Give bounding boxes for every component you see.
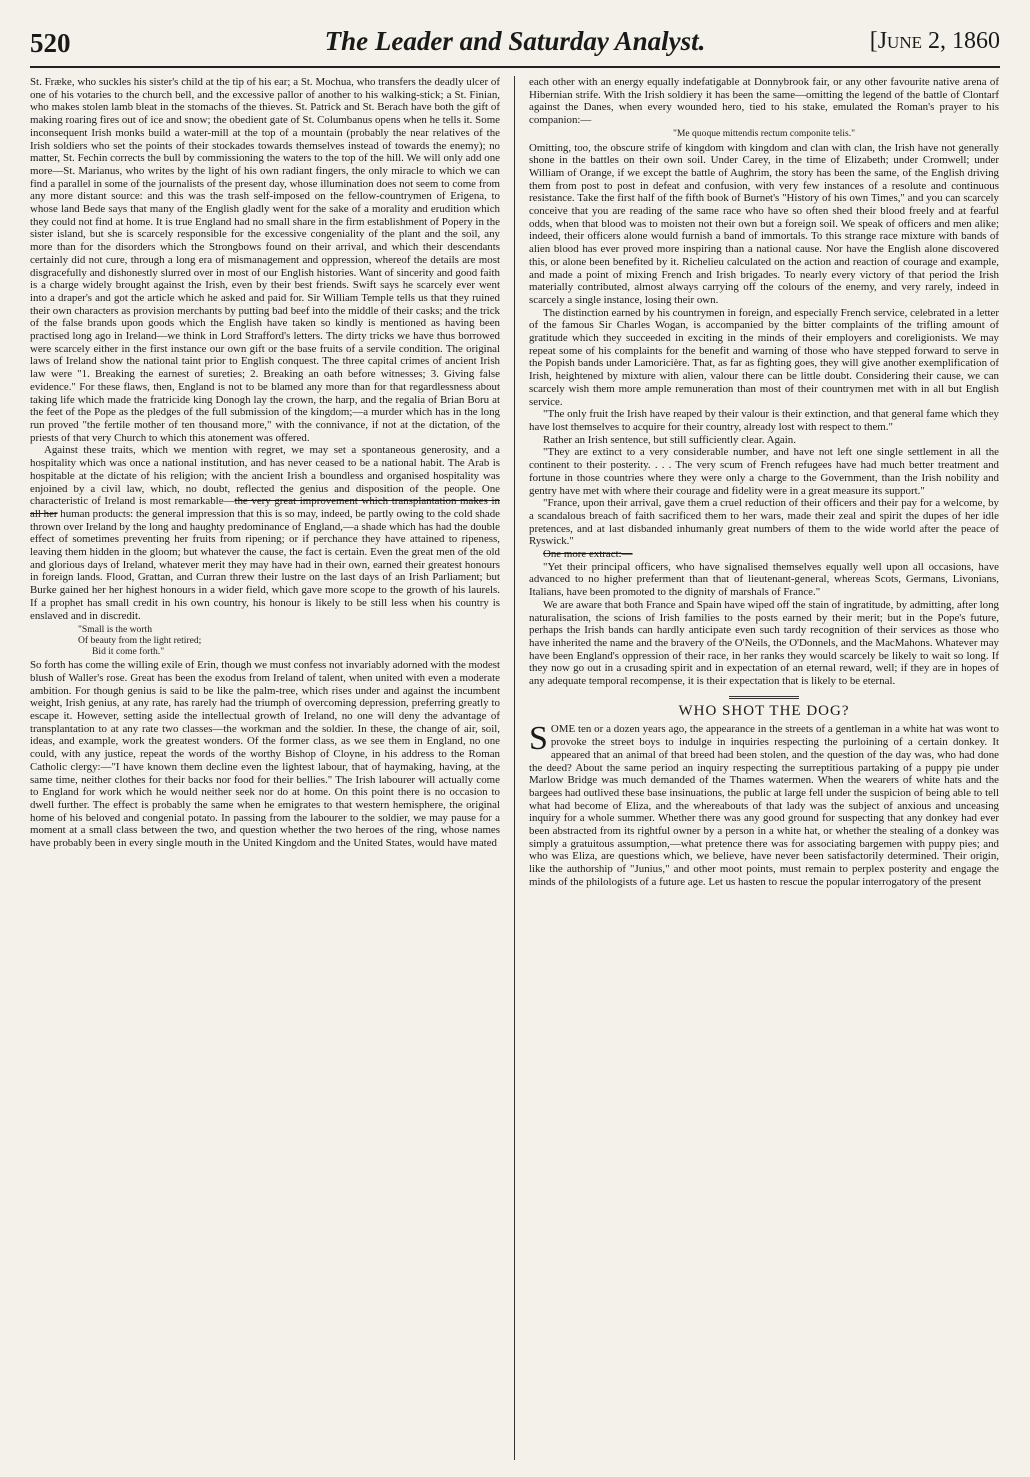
- left-column: [30, 76, 514, 1460]
- publication-title: The Leader and Saturday Analyst.: [324, 26, 706, 56]
- right-paragraph-9: "Yet their principal officers, who have signalised themselves equally well upon all occasions, have advanced to no higher preferment than that of lieutenant-general, whereas Scots, Germans, Livonians, Italians, have been promoted to the dignity of marshals of France.": [529, 560, 999, 599]
- page-number: 520: [30, 28, 71, 58]
- drop-cap-letter: S: [529, 720, 548, 758]
- poem-line-1: "Small is the worth: [78, 624, 153, 636]
- article-paragraph-1: [529, 720, 999, 888]
- left-paragraph-3: So forth has come the willing exile of Erin, though we must confess not invariably adorned with the modest blush of Waller's rose. Great has been the exodus from Ireland of talent, when united with even a moderate ambition. For though genius is said to be like the palm-tree, which rises under and against the incumbent weight, Irish genius, at any rate, has rarely had the triumph of overcoming depression, preferring greatly to escape it. However, setting aside the intellectual growth of Ireland, no one will deny the advantage of transplantation to at any rate two classes—the workman and the soldier. In these, the change of air, soil, ideas, and example, work the greatest wonders. Of the former class, as we see them in England, no one could, with any justice, repeat the words of the worthy Bishop of Cloyne, in his address to the Roman Catholic clergy:—"I have known them decline even the lightest labour, that of haymaking, having, at the same time, neither clothes for their backs nor food for their bellies." The Irish labourer will actually come to England for work which he would neither seek nor do at home. On this point there is no occasion to dwell further. The effect is probably the same when he emigrates to that western hemisphere, the original home of his beloved and congenial potato. In passing from the labourer to the soldier, we may pause for a moment at a small class between the two, and question whether the two heroes of the ring, whose names have probably been in every single mouth in the United Kingdom and the United States, would have mated: [30, 659, 500, 850]
- right-paragraph-8: One more extract:—: [543, 548, 633, 561]
- left-paragraph-2-rest: human products: the general impression that this is so may, indeed, be partly owing to the cold shade thrown over Ireland by the long and haughty predominance of England,—a shade which has had the double effect of sometimes preventing her fruits from ripening; or if perchance they have attained to ripeness, leaving them hidden in the gloom; but whatever the cause, the fact is certain. Even the great men of the old and glorious days of Ireland, whatever merit they may have had in their own, earned their greatest honours in foreign lands. Flood, Grattan, and Curran threw their lustre on the last days of an Irish Parliament; but Burke gained her her highest honours in a wider field, which gave more scope to the growth of his laurels. If a prophet has small credit in his own country, his honour is likely to be still less when his country is enslaved and in discredit.: [30, 507, 501, 622]
- right-paragraph-6: "They are extinct to a very considerable number, and have not left one single settlement in all the continent to their posterity. . . . The very scum of French refugees have had much better treatment and fortune in those countries where they were only a charge to the Government, than the Irish nobility and gentry have met with where their courage and fidelity were in a great measure its support.": [529, 446, 999, 497]
- left-paragraph-1: St. Fræke, who suckles his sister's child at the tip of his ear; a St. Mochua, who transfers the deadly ulcer of one of his votaries to the church bell, and the excessive pallor of another to his walking-stick; a St. Finian, who makes stolen lamb bleat in the stomachs of the thieves. St. Patrick and St. Berach have both the gift of making roaring fires out of ice and snow; the obedient gate of St. Columbanus opens when he tells it. Some inconsequent Irish monks build a water-mill at the top of a mountain (probably the near relatives of the Irish soldiers who set the points of their stockades towards themselves instead of towards the enemy); no matter, St. Fechin corrects the bull by commissioning the waters to the top of the hill. We will only add one more—St. Marianus, who writes by the light of his own radiant fingers, the only miracle to which we can find a parallel in some of the journalists of the present day, whose illumination does not seem to come from any more distant source: and this was the trash self-imposed on the fellow-countrymen of Erigena, to whose land Bede says that many of the English gladly went for the sake of a morality and erudition which they could not find at home. It is true England had no small share in the firm establishment of Popery in the sister island, but she is scarcely responsible for the excessive congeniality of the plant and the soil, any more than for the disorders which the Strongbows found on their arrival, and which their descendants certainly did not cure, through a long era of mismanagement and oppression, whereof the details are most disgracefully and dishonestly slurred over in most of our English histories. Want of sincerity and good faith is a charge widely brought against the Irish, even by their best friends. Swift says he scarcely ever went into a draper's and got the article which he asked and paid for. Sir William Temple tells us that they ruined their own characters as provision merchants by putting bad beef into the middle of their casks; and the trick of the false brands upon goods which the English have taken so kindly is mentioned as having been practised long ago in Ireland—we think in Lord Strafford's letters. The dirty tricks we have thus borrowed were scarcely either in the first instance our own gift or the base fruits of a servile condition. The original laws of Ireland show the national taint prior to English conquest. The three capital crimes of ancient Irish law were "1. Breaking the earnest of sureties; 2. Breaking an oath before witnesses; 3. Giving false evidence." For these flaws, then, England is not to be blamed any more than for that regardlessness about taking life which made the fratricide king Donogh lay the crown, the harp, and the regalia of Brian Boru at the feet of the Pope as the pledges of the full submission of the kingdom;—a murder which has in the long run proved "the fertile mother of ten thousand more," with the connivance, if not at the dictation, of the priests of that very Church to which this atonement was offered.: [30, 76, 500, 444]
- page-header: [30, 20, 1000, 68]
- right-paragraph-7: "France, upon their arrival, gave them a cruel reduction of their officers and their pay for a welcome, by a scandalous breach of faith sacrificed them to her wars, made their zeal and spirit the dupes of her idle pretences, and at last disbanded inhumanly great numbers of them to the wide world after the peace of Ryswick.": [529, 497, 999, 548]
- right-paragraph-3: The distinction earned by his countrymen in foreign, and especially French service, celebrated in a letter of the famous Sir Charles Wogan, is accompanied by the bitter complaints of the trifling amount of gratitude which they succeeded in exciting in the minds of their employers and coreligionists. We may repeat some of his complaints for the benefit and warning of those who have stepped forward to serve in the Popish bands under Lamoricière. That, as far as fighting goes, they will give another exemplification of Irish, heightened by mixture with alien, valour there can be little doubt. Considering their cause, we can scarcely wish them more ample remuneration than most of their countrymen met with in all but English service.: [529, 306, 999, 408]
- right-paragraph-2: Omitting, too, the obscure strife of kingdom with kingdom and clan with clan, the Irish have not generally shone in the battles on their own soil. Under Carey, in the time of Elizabeth; under Cromwell; under William of Orange, if we except the battle of Aughrim, the story has been the same, of the English driving them from post to post in defeat and confusion, with very few instances of a resolute and continuous resistance. Take the first half of the fifth book of Burnet's "History of his own Times," and you can scarcely conceive that you are reading of the same race who have so often shed their blood freely and at fearful odds, when that blood was to moisten not their own but a foreign soil. We speak of officers and men alike; indeed, their officers alone would furnish a band of immortals. To this strange race mixture with bands of alien blood has ever proved more inspiring than a national cause. Nor have the English alone discovered this, or alone been benefited by it. Richelieu calculated on the action and reaction of courage and example, and made a point of mixing French and Irish brigades. To nearly every victory of that period the Irish materially contributed, almost always carrying off the colours of the enemy, and very rarely, indeed in scarcely a single instance, losing their own.: [529, 141, 999, 306]
- poem-line-2: Of beauty from the light retired;: [78, 635, 202, 647]
- right-paragraph-1: each other with an energy equally indefatigable at Donnybrook fair, or any other favourite native arena of Hibernian strife. With the Irish soldiery it has been the same—omitting the legend of the battle of Clontarf against the Danes, when every wounded hero, tied to his stake, emulated the Roman's prayer to his companion:—: [529, 76, 999, 127]
- right-paragraph-10: We are aware that both France and Spain have wiped off the stain of ingratitude, by admitting, after long naturalisation, the scions of Irish families to the posts earned by their merit; but in the Pope's future, perhaps the Irish bands can hardly anticipate even such tardy recognition of their services as those who have inherited the name and the bravery of the O'Neils, the O'Donnels, and the MacMahons. Whatever may have been England's oppression of their race, in her ranks they would scarcely be likely to wait so long. If they now go out in a crusading spirit and in expectation of an eternal reward, well; if they are in hopes of any adequate temporal recompense, it is their expectation that is likely to be eternal.: [529, 598, 999, 688]
- poem-quote: [78, 624, 500, 657]
- text-columns: [30, 76, 1000, 1460]
- left-paragraph-2-start: Against these traits, which we mention with regret, we may set a spontaneous generosity, and a hospitality which was once a national institution, and has never ceased to be a national habit. The Arab is hospitable at the dictate of his religion; with the ancient Irish a boundless and organised hospitality was enjoined by a civil law, which, no doubt, reflected the genius and disposition of the people. One characteristic of Ireland is most remarkable—: [30, 444, 500, 508]
- newspaper-page: [30, 20, 1000, 1460]
- article-title: WHO SHOT THE DOG?: [678, 702, 850, 719]
- section-rule: [729, 696, 799, 699]
- poem-line-3: Bid it come forth.": [92, 646, 165, 658]
- right-paragraph-4: "The only fruit the Irish have reaped by their valour is their extinction, and that general fame which they have lost themselves to acquire for their country, already lost with respect to them.": [529, 408, 999, 433]
- right-paragraph-5: Rather an Irish sentence, but still sufficiently clear. Again.: [543, 433, 796, 446]
- left-paragraph-2: [30, 444, 500, 622]
- right-column: [515, 76, 999, 1460]
- article-paragraph-1-text: OME ten or a dozen years ago, the appearance in the streets of a gentleman in a white hat was wont to provoke the street boys to indulge in inquiries respecting the purloining of a certain donkey. It appeared that an animal of that breed had been stolen, and the question of the day was, who had done the deed? About the same period an inquiry respecting the surreptitious partaking of a puppy pie under Marlow Bridge was much demanded of the Thames watermen. When the wearers of white hats and the bargees had outlived these base insinuations, the public at large fell under the suspicion of being able to tell what had become of Eliza, and the whereabouts of that lady was the subject of anxious and unceasing inquiry for a whole summer. Whether there was any good ground for suspecting that any donkey had ever been abstracted from its rightful owner by a person in a white hat, or whether the stealing of a donkey was simply a gratuitous assumption,—what pretence there was for associating bargemen with puppy pies; and who was Eliza, are questions which, we believe, have never been satisfactorily determined. Their origin, like the authorship of "Junius," and other moot points, must remain to perplex posterity and engage the minds of the philologists of a future age. Let us hasten to rescue the popular interrogatory of the present: [529, 723, 999, 888]
- struck-line: the very great improvement which transplantation makes in all her: [30, 495, 500, 520]
- latin-quote: "Me quoque mittendis rectum componite telis.": [672, 127, 856, 139]
- issue-date: [June 2, 1860: [869, 28, 1000, 54]
